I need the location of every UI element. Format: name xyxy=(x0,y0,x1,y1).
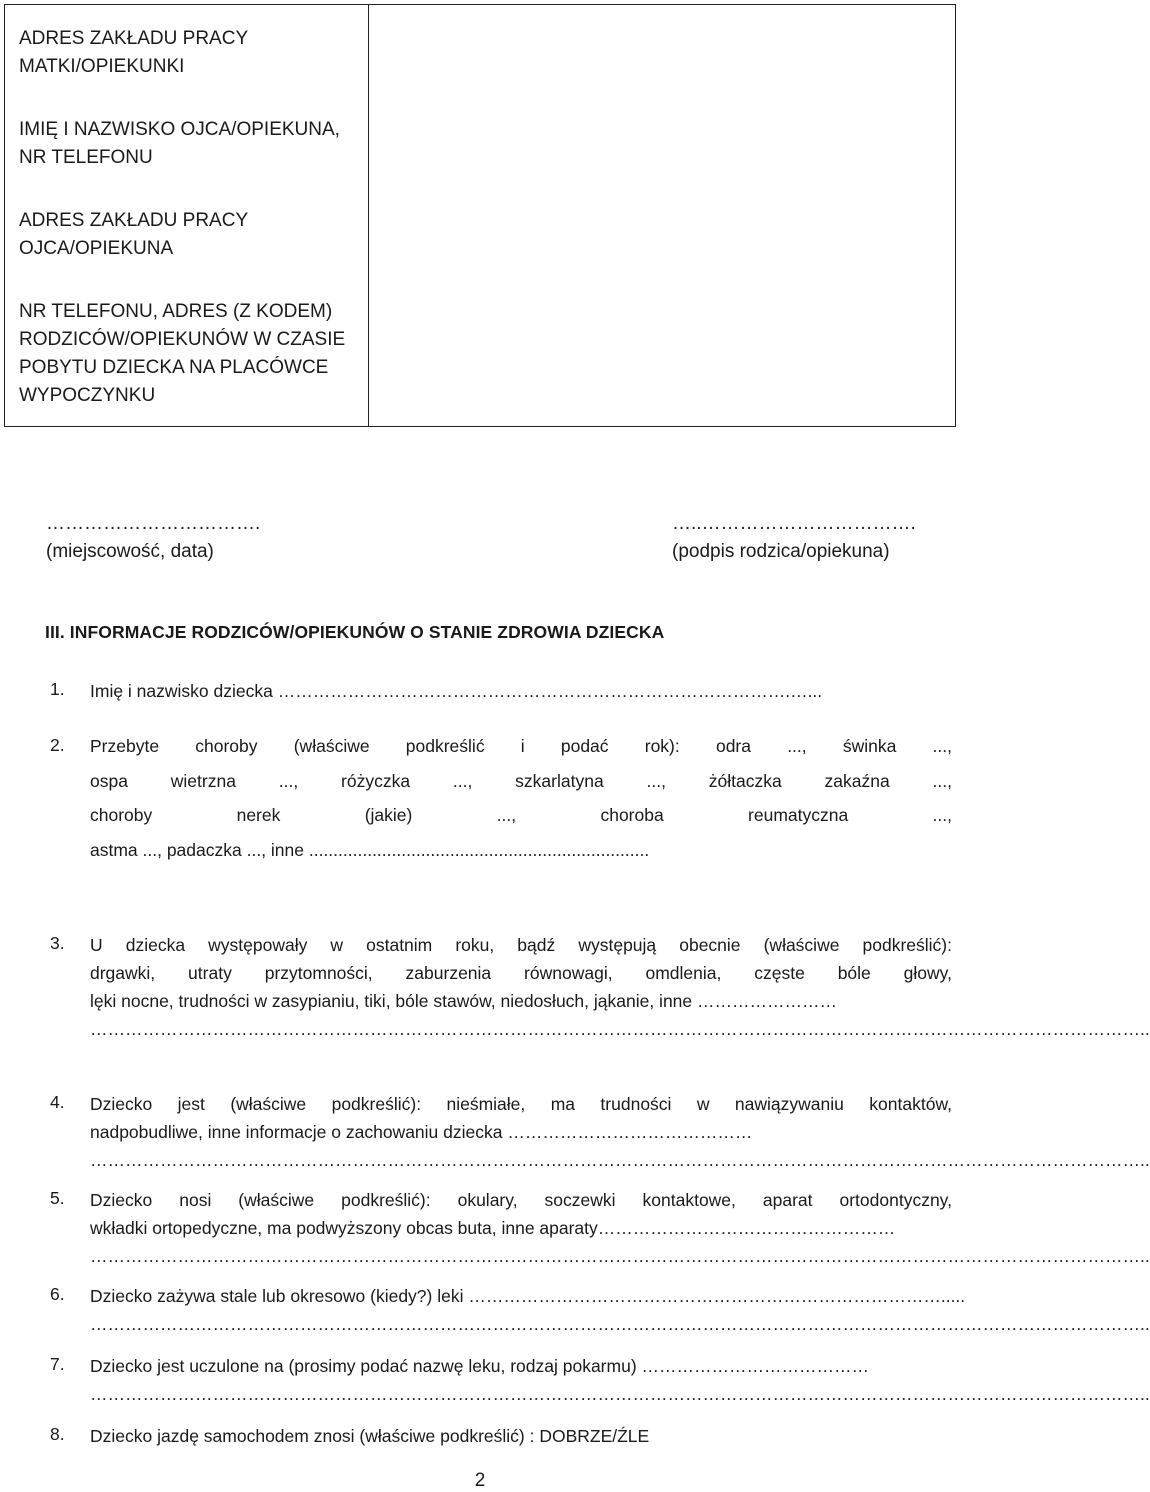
question-number: 3. xyxy=(50,933,65,953)
answer-dots: ……………………………………………………………………………………………………………………………………………………………….. xyxy=(90,1246,1150,1266)
page-number: 2 xyxy=(474,1470,486,1491)
question-1 xyxy=(50,679,952,707)
question-text-line: Dziecko jest uczulone na (prosimy podać nazwę leku, rodzaj pokarmu) ………………………………… xyxy=(90,1356,870,1376)
question-text: Imię i nazwisko dziecka …………………………………………………………………………….…... xyxy=(90,681,823,701)
question-text-line: astma ..., padaczka ..., inne ...................................................................... xyxy=(90,839,650,860)
question-text-line: lęki nocne, trudności w zasypianiu, tiki, bóle stawów, niedosłuch, jąkanie, inne …………………… xyxy=(90,991,838,1011)
question-number: 7. xyxy=(50,1354,65,1374)
parent-info-labels xyxy=(5,5,369,426)
question-text-line: Przebyte choroby (właściwe podkreślić i podać rok): odra ..., świnka ..., xyxy=(90,736,952,756)
parent-signature xyxy=(672,510,916,566)
father-workplace-label: ADRES ZAKŁADU PRACY OJCA/OPIEKUNA xyxy=(19,210,249,259)
question-7 xyxy=(50,1354,1150,1410)
question-2 xyxy=(50,735,952,885)
parent-signature-dots: …..……………………………. xyxy=(672,513,916,534)
question-number: 2. xyxy=(50,735,65,755)
question-6 xyxy=(50,1284,1150,1340)
question-number: 4. xyxy=(50,1092,65,1112)
parent-info-input-area[interactable] xyxy=(369,5,955,426)
question-text-line: drgawki, utraty przytomności, zaburzenia równowagi, omdlenia, częste bóle głowy, xyxy=(90,963,952,983)
question-4 xyxy=(50,1092,1150,1172)
question-text-line: Dziecko zażywa stale lub okresowo (kiedy?) leki ………………………………………………………………………..... xyxy=(90,1286,966,1306)
parent-signature-caption: (podpis rodzica/opiekuna) xyxy=(672,541,890,562)
question-number: 1. xyxy=(50,679,65,699)
contact-during-stay-label: NR TELEFONU, ADRES (Z KODEM) RODZICÓW/OPIEKUNÓW W CZASIE POBYTU DZIECKA NA PLACÓWCE WYPOCZYNKU xyxy=(19,301,346,406)
question-number: 5. xyxy=(50,1188,65,1208)
answer-dots: ……………………………………………………………………………………………………………………………………………………………….. xyxy=(90,1314,1150,1334)
place-date-dots: ……………………………. xyxy=(46,513,261,534)
place-date-signature xyxy=(46,510,260,566)
question-text-line: Dziecko jest (właściwe podkreślić): nieśmiałe, ma trudności w nawiązywaniu kontaktów, xyxy=(90,1094,952,1114)
question-number: 6. xyxy=(50,1284,65,1304)
question-8 xyxy=(50,1424,952,1452)
parent-info-table xyxy=(4,4,956,427)
question-3 xyxy=(50,933,1150,1043)
question-5 xyxy=(50,1188,1150,1268)
answer-dots: ……………………………………………………………………………………………………………………………………………………………….. xyxy=(90,1150,1150,1170)
question-text-line: nadpobudliwe, inne informacje o zachowaniu dziecka …………………………………… xyxy=(90,1122,753,1142)
answer-dots: ……………………………………………………………………………………………………………………………………………………………….. xyxy=(90,1019,1150,1039)
question-number: 8. xyxy=(50,1424,65,1444)
question-text-line: choroby nerek (jakie) ..., choroba reumatyczna ..., xyxy=(90,805,952,825)
question-text-line: ospa wietrzna ..., różyczka ..., szkarlatyna ..., żółtaczka zakaźna ..., xyxy=(90,770,952,791)
question-text-line: Dziecko jazdę samochodem znosi (właściwe podkreślić) : DOBRZE/ŹLE xyxy=(90,1426,650,1446)
question-text-line: Dziecko nosi (właściwe podkreślić): okulary, soczewki kontaktowe, aparat ortodontyczny, xyxy=(90,1190,952,1210)
place-date-caption: (miejscowość, data) xyxy=(46,541,214,562)
question-text-line: wkładki ortopedyczne, ma podwyższony obcas buta, inne aparaty…………………………………………… xyxy=(90,1218,896,1238)
mother-workplace-label: ADRES ZAKŁADU PRACY MATKI/OPIEKUNKI xyxy=(19,28,249,77)
section-title: III. INFORMACJE RODZICÓW/OPIEKUNÓW O STANIE ZDROWIA DZIECKA xyxy=(45,622,665,642)
question-text-line: U dziecka występowały w ostatnim roku, bądź występują obecnie (właściwe podkreślić): xyxy=(90,935,952,955)
father-name-phone-label: IMIĘ I NAZWISKO OJCA/OPIEKUNA, NR TELEFONU xyxy=(19,119,340,168)
answer-dots: ……………………………………………………………………………………………………………………………………………………………….. xyxy=(90,1384,1150,1404)
